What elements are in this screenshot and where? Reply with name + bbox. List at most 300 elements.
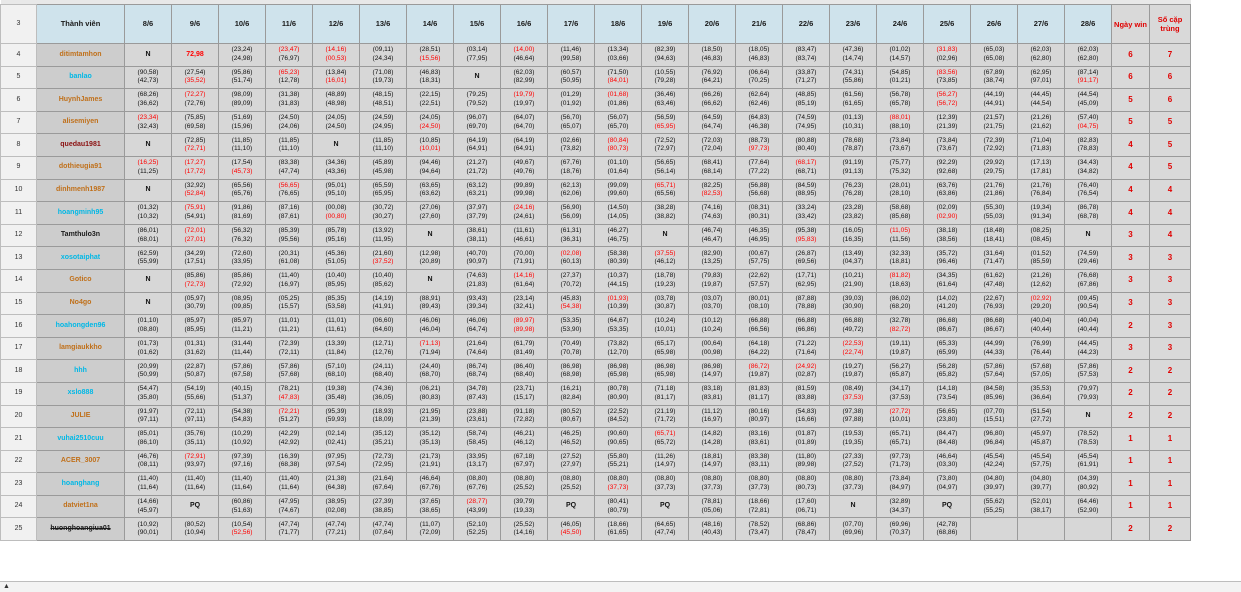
prediction-cell[interactable] [971, 360, 1018, 383]
prediction-cell[interactable] [219, 66, 266, 89]
prediction-cell[interactable] [877, 360, 924, 383]
prediction-cell[interactable] [877, 473, 924, 496]
prediction-cell[interactable] [454, 247, 501, 270]
prediction-cell[interactable] [736, 44, 783, 67]
prediction-cell[interactable] [1018, 224, 1065, 247]
prediction-cell[interactable] [1018, 315, 1065, 338]
prediction-cell[interactable] [313, 315, 360, 338]
prediction-cell[interactable] [125, 111, 172, 134]
prediction-cell[interactable] [454, 156, 501, 179]
prediction-cell[interactable] [407, 450, 454, 473]
prediction-cell[interactable] [736, 224, 783, 247]
prediction-cell[interactable] [877, 315, 924, 338]
row-number[interactable]: 14 [1, 269, 37, 292]
prediction-cell[interactable] [736, 337, 783, 360]
prediction-cell[interactable] [501, 134, 548, 157]
prediction-cell[interactable] [595, 224, 642, 247]
prediction-cell[interactable] [454, 89, 501, 112]
prediction-cell[interactable] [548, 224, 595, 247]
prediction-cell[interactable] [689, 360, 736, 383]
member-name[interactable]: vuhai2510cuu [37, 428, 125, 451]
prediction-cell[interactable] [1065, 292, 1112, 315]
prediction-cell[interactable] [1065, 179, 1112, 202]
prediction-cell[interactable] [501, 428, 548, 451]
prediction-cell[interactable] [172, 405, 219, 428]
prediction-cell[interactable] [548, 337, 595, 360]
prediction-cell[interactable] [783, 247, 830, 270]
prediction-cell[interactable] [172, 315, 219, 338]
row-number[interactable]: 19 [1, 382, 37, 405]
prediction-cell[interactable] [125, 292, 172, 315]
prediction-cell[interactable] [125, 518, 172, 541]
prediction-cell[interactable] [125, 360, 172, 383]
prediction-cell[interactable] [266, 66, 313, 89]
prediction-cell[interactable] [407, 111, 454, 134]
prediction-cell[interactable] [642, 315, 689, 338]
prediction-cell[interactable] [313, 405, 360, 428]
row-number[interactable]: 17 [1, 337, 37, 360]
prediction-cell[interactable] [689, 292, 736, 315]
prediction-cell[interactable] [125, 179, 172, 202]
prediction-cell[interactable] [266, 111, 313, 134]
prediction-cell[interactable] [501, 337, 548, 360]
prediction-cell[interactable] [971, 247, 1018, 270]
prediction-cell[interactable] [1018, 111, 1065, 134]
prediction-cell[interactable] [830, 89, 877, 112]
prediction-cell[interactable] [172, 247, 219, 270]
prediction-cell[interactable] [1018, 179, 1065, 202]
prediction-cell[interactable] [689, 179, 736, 202]
prediction-cell[interactable] [736, 269, 783, 292]
prediction-cell[interactable] [313, 224, 360, 247]
prediction-cell[interactable] [407, 66, 454, 89]
prediction-cell[interactable] [595, 44, 642, 67]
prediction-cell[interactable] [454, 428, 501, 451]
prediction-cell[interactable] [407, 473, 454, 496]
prediction-cell[interactable] [313, 473, 360, 496]
prediction-cell[interactable] [454, 450, 501, 473]
prediction-cell[interactable] [1018, 44, 1065, 67]
row-number[interactable]: 5 [1, 66, 37, 89]
prediction-cell[interactable] [407, 134, 454, 157]
prediction-cell[interactable] [360, 292, 407, 315]
prediction-cell[interactable] [595, 473, 642, 496]
prediction-cell[interactable] [454, 495, 501, 518]
prediction-cell[interactable] [360, 44, 407, 67]
prediction-cell[interactable] [125, 89, 172, 112]
prediction-cell[interactable] [548, 89, 595, 112]
prediction-cell[interactable] [642, 337, 689, 360]
prediction-cell[interactable] [360, 450, 407, 473]
row-number[interactable]: 7 [1, 111, 37, 134]
prediction-cell[interactable] [971, 382, 1018, 405]
prediction-cell[interactable] [924, 315, 971, 338]
prediction-cell[interactable] [407, 269, 454, 292]
prediction-cell[interactable] [830, 315, 877, 338]
prediction-cell[interactable] [266, 518, 313, 541]
prediction-cell[interactable] [125, 382, 172, 405]
member-name[interactable]: datviet1na [37, 495, 125, 518]
prediction-cell[interactable] [266, 473, 313, 496]
prediction-cell[interactable] [1065, 337, 1112, 360]
prediction-cell[interactable] [877, 134, 924, 157]
prediction-cell[interactable] [501, 66, 548, 89]
prediction-cell[interactable] [454, 473, 501, 496]
prediction-cell[interactable] [830, 269, 877, 292]
prediction-cell[interactable] [360, 360, 407, 383]
prediction-cell[interactable] [971, 224, 1018, 247]
prediction-cell[interactable] [877, 292, 924, 315]
prediction-cell[interactable] [783, 518, 830, 541]
member-name[interactable]: hhh [37, 360, 125, 383]
prediction-cell[interactable] [830, 337, 877, 360]
prediction-cell[interactable] [1065, 360, 1112, 383]
prediction-cell[interactable] [1065, 202, 1112, 225]
prediction-cell[interactable] [1065, 315, 1112, 338]
prediction-cell[interactable] [407, 428, 454, 451]
prediction-cell[interactable] [454, 405, 501, 428]
prediction-cell[interactable] [219, 247, 266, 270]
prediction-cell[interactable] [501, 247, 548, 270]
prediction-cell[interactable] [360, 66, 407, 89]
prediction-cell[interactable] [172, 89, 219, 112]
prediction-cell[interactable] [360, 518, 407, 541]
prediction-cell[interactable] [1018, 428, 1065, 451]
prediction-cell[interactable] [736, 473, 783, 496]
member-name[interactable]: hoanghang [37, 473, 125, 496]
prediction-cell[interactable] [360, 247, 407, 270]
prediction-cell[interactable] [407, 44, 454, 67]
member-name[interactable]: huonghoangiua01 [37, 518, 125, 541]
prediction-cell[interactable] [642, 134, 689, 157]
prediction-cell[interactable] [360, 428, 407, 451]
prediction-cell[interactable] [783, 428, 830, 451]
prediction-cell[interactable] [219, 382, 266, 405]
prediction-cell[interactable] [595, 156, 642, 179]
prediction-cell[interactable] [689, 405, 736, 428]
member-name[interactable]: JULIE [37, 405, 125, 428]
prediction-cell[interactable] [219, 405, 266, 428]
prediction-cell[interactable] [971, 66, 1018, 89]
prediction-cell[interactable] [172, 134, 219, 157]
prediction-cell[interactable] [877, 44, 924, 67]
member-name[interactable]: ACER_3007 [37, 450, 125, 473]
row-number[interactable]: 20 [1, 405, 37, 428]
prediction-cell[interactable] [360, 134, 407, 157]
prediction-cell[interactable] [595, 337, 642, 360]
prediction-cell[interactable] [172, 292, 219, 315]
row-number[interactable]: 16 [1, 315, 37, 338]
prediction-cell[interactable] [313, 292, 360, 315]
prediction-cell[interactable] [172, 156, 219, 179]
prediction-cell[interactable] [924, 360, 971, 383]
prediction-cell[interactable] [313, 382, 360, 405]
prediction-cell[interactable] [689, 202, 736, 225]
prediction-cell[interactable] [1018, 360, 1065, 383]
prediction-cell[interactable] [172, 450, 219, 473]
prediction-cell[interactable] [454, 111, 501, 134]
prediction-cell[interactable] [548, 111, 595, 134]
prediction-cell[interactable] [924, 382, 971, 405]
prediction-cell[interactable] [172, 337, 219, 360]
prediction-cell[interactable] [454, 202, 501, 225]
prediction-cell[interactable] [407, 360, 454, 383]
prediction-cell[interactable] [971, 337, 1018, 360]
prediction-cell[interactable] [501, 89, 548, 112]
prediction-cell[interactable] [360, 382, 407, 405]
prediction-cell[interactable] [266, 44, 313, 67]
prediction-cell[interactable] [783, 405, 830, 428]
prediction-cell[interactable] [1018, 450, 1065, 473]
prediction-cell[interactable] [360, 473, 407, 496]
prediction-cell[interactable] [736, 382, 783, 405]
prediction-cell[interactable] [595, 89, 642, 112]
row-number[interactable]: 15 [1, 292, 37, 315]
prediction-cell[interactable] [313, 337, 360, 360]
prediction-cell[interactable] [454, 44, 501, 67]
prediction-cell[interactable] [736, 405, 783, 428]
prediction-cell[interactable] [689, 473, 736, 496]
prediction-cell[interactable] [830, 450, 877, 473]
prediction-cell[interactable] [501, 111, 548, 134]
prediction-cell[interactable] [360, 156, 407, 179]
prediction-cell[interactable] [642, 247, 689, 270]
prediction-cell[interactable] [595, 111, 642, 134]
prediction-cell[interactable] [689, 224, 736, 247]
prediction-cell[interactable] [924, 44, 971, 67]
row-number[interactable]: 4 [1, 44, 37, 67]
member-name[interactable]: HuynhJames [37, 89, 125, 112]
prediction-cell[interactable] [924, 473, 971, 496]
prediction-cell[interactable] [501, 405, 548, 428]
prediction-cell[interactable] [219, 292, 266, 315]
prediction-cell[interactable] [266, 224, 313, 247]
prediction-cell[interactable] [266, 337, 313, 360]
prediction-cell[interactable] [219, 111, 266, 134]
prediction-cell[interactable] [454, 382, 501, 405]
prediction-cell[interactable] [172, 382, 219, 405]
prediction-cell[interactable] [642, 292, 689, 315]
prediction-cell[interactable] [125, 224, 172, 247]
prediction-cell[interactable] [971, 111, 1018, 134]
prediction-cell[interactable] [266, 382, 313, 405]
prediction-cell[interactable] [830, 202, 877, 225]
prediction-cell[interactable] [407, 224, 454, 247]
prediction-cell[interactable] [924, 89, 971, 112]
prediction-cell[interactable] [783, 292, 830, 315]
prediction-cell[interactable] [830, 518, 877, 541]
prediction-cell[interactable] [172, 202, 219, 225]
prediction-cell[interactable] [971, 450, 1018, 473]
prediction-cell[interactable] [219, 224, 266, 247]
row-number[interactable]: 6 [1, 89, 37, 112]
prediction-cell[interactable] [125, 156, 172, 179]
prediction-cell[interactable] [924, 134, 971, 157]
prediction-cell[interactable] [1018, 269, 1065, 292]
prediction-cell[interactable] [595, 134, 642, 157]
prediction-cell[interactable] [219, 89, 266, 112]
prediction-cell[interactable] [1065, 405, 1112, 428]
prediction-cell[interactable] [971, 89, 1018, 112]
prediction-cell[interactable] [548, 473, 595, 496]
member-name[interactable]: hoahongden96 [37, 315, 125, 338]
prediction-cell[interactable] [454, 179, 501, 202]
prediction-cell[interactable] [736, 134, 783, 157]
prediction-cell[interactable] [1018, 156, 1065, 179]
prediction-cell[interactable] [830, 247, 877, 270]
prediction-cell[interactable] [642, 202, 689, 225]
prediction-cell[interactable] [830, 382, 877, 405]
prediction-cell[interactable] [595, 495, 642, 518]
prediction-cell[interactable] [1018, 337, 1065, 360]
prediction-cell[interactable] [877, 224, 924, 247]
prediction-cell[interactable] [501, 518, 548, 541]
prediction-cell[interactable] [642, 405, 689, 428]
prediction-cell[interactable] [172, 269, 219, 292]
prediction-cell[interactable] [689, 428, 736, 451]
prediction-cell[interactable] [125, 202, 172, 225]
prediction-cell[interactable] [924, 450, 971, 473]
prediction-cell[interactable] [219, 450, 266, 473]
prediction-cell[interactable] [454, 134, 501, 157]
prediction-cell[interactable] [548, 247, 595, 270]
prediction-cell[interactable] [877, 179, 924, 202]
prediction-cell[interactable] [830, 473, 877, 496]
prediction-cell[interactable] [454, 337, 501, 360]
prediction-cell[interactable] [689, 156, 736, 179]
row-number[interactable]: 9 [1, 156, 37, 179]
prediction-cell[interactable] [313, 89, 360, 112]
member-name[interactable]: hoangminh95 [37, 202, 125, 225]
row-number[interactable]: 23 [1, 473, 37, 496]
prediction-cell[interactable] [172, 179, 219, 202]
prediction-cell[interactable] [1065, 495, 1112, 518]
prediction-cell[interactable] [407, 337, 454, 360]
prediction-cell[interactable] [689, 134, 736, 157]
prediction-cell[interactable] [1018, 66, 1065, 89]
prediction-cell[interactable] [219, 337, 266, 360]
prediction-cell[interactable] [172, 360, 219, 383]
member-name[interactable]: xslo888 [37, 382, 125, 405]
prediction-cell[interactable] [595, 450, 642, 473]
member-name[interactable]: alisemiyen [37, 111, 125, 134]
prediction-cell[interactable] [501, 44, 548, 67]
prediction-cell[interactable] [125, 428, 172, 451]
prediction-cell[interactable] [548, 202, 595, 225]
prediction-cell[interactable] [783, 315, 830, 338]
prediction-cell[interactable] [266, 247, 313, 270]
prediction-cell[interactable] [971, 44, 1018, 67]
prediction-cell[interactable] [1065, 156, 1112, 179]
prediction-cell[interactable] [548, 134, 595, 157]
prediction-cell[interactable] [783, 360, 830, 383]
prediction-cell[interactable] [125, 315, 172, 338]
row-number[interactable]: 12 [1, 224, 37, 247]
prediction-cell[interactable] [501, 179, 548, 202]
prediction-cell[interactable] [971, 179, 1018, 202]
prediction-cell[interactable] [454, 518, 501, 541]
prediction-cell[interactable] [830, 405, 877, 428]
prediction-cell[interactable] [783, 224, 830, 247]
prediction-cell[interactable] [924, 247, 971, 270]
prediction-cell[interactable] [1065, 450, 1112, 473]
prediction-cell[interactable] [548, 428, 595, 451]
prediction-cell[interactable] [689, 382, 736, 405]
prediction-cell[interactable] [971, 292, 1018, 315]
prediction-cell[interactable] [172, 495, 219, 518]
prediction-cell[interactable] [595, 315, 642, 338]
prediction-cell[interactable] [736, 202, 783, 225]
prediction-cell[interactable] [642, 66, 689, 89]
prediction-cell[interactable] [266, 428, 313, 451]
prediction-cell[interactable] [736, 292, 783, 315]
member-name[interactable]: No4go [37, 292, 125, 315]
prediction-cell[interactable] [548, 360, 595, 383]
prediction-cell[interactable] [1065, 134, 1112, 157]
prediction-cell[interactable] [407, 382, 454, 405]
prediction-cell[interactable] [830, 66, 877, 89]
prediction-cell[interactable] [736, 518, 783, 541]
prediction-cell[interactable] [642, 495, 689, 518]
prediction-cell[interactable] [313, 134, 360, 157]
prediction-cell[interactable] [1018, 89, 1065, 112]
prediction-cell[interactable] [313, 179, 360, 202]
prediction-cell[interactable] [266, 156, 313, 179]
prediction-cell[interactable] [501, 382, 548, 405]
prediction-cell[interactable] [125, 66, 172, 89]
prediction-cell[interactable] [783, 495, 830, 518]
prediction-cell[interactable] [548, 495, 595, 518]
prediction-cell[interactable] [736, 66, 783, 89]
prediction-cell[interactable] [219, 134, 266, 157]
prediction-cell[interactable] [830, 292, 877, 315]
prediction-cell[interactable] [125, 337, 172, 360]
prediction-cell[interactable] [125, 247, 172, 270]
row-number[interactable]: 13 [1, 247, 37, 270]
prediction-cell[interactable] [783, 269, 830, 292]
prediction-cell[interactable] [1065, 518, 1112, 541]
prediction-cell[interactable] [924, 224, 971, 247]
prediction-cell[interactable] [971, 315, 1018, 338]
prediction-cell[interactable] [548, 179, 595, 202]
row-number[interactable]: 8 [1, 134, 37, 157]
prediction-cell[interactable] [125, 269, 172, 292]
prediction-cell[interactable] [313, 156, 360, 179]
prediction-cell[interactable] [219, 44, 266, 67]
prediction-cell[interactable] [219, 473, 266, 496]
prediction-cell[interactable] [501, 156, 548, 179]
prediction-cell[interactable] [736, 89, 783, 112]
prediction-cell[interactable] [313, 247, 360, 270]
prediction-cell[interactable] [736, 156, 783, 179]
prediction-cell[interactable] [595, 269, 642, 292]
prediction-cell[interactable] [219, 179, 266, 202]
prediction-cell[interactable] [125, 495, 172, 518]
prediction-cell[interactable] [830, 156, 877, 179]
member-name[interactable]: quedau1981 [37, 134, 125, 157]
prediction-cell[interactable] [360, 405, 407, 428]
prediction-cell[interactable] [125, 473, 172, 496]
prediction-cell[interactable] [219, 269, 266, 292]
prediction-cell[interactable] [595, 360, 642, 383]
prediction-cell[interactable] [266, 450, 313, 473]
row-number[interactable]: 25 [1, 518, 37, 541]
prediction-cell[interactable] [125, 450, 172, 473]
prediction-cell[interactable] [924, 337, 971, 360]
prediction-cell[interactable] [360, 337, 407, 360]
prediction-cell[interactable] [172, 111, 219, 134]
prediction-cell[interactable] [1065, 382, 1112, 405]
